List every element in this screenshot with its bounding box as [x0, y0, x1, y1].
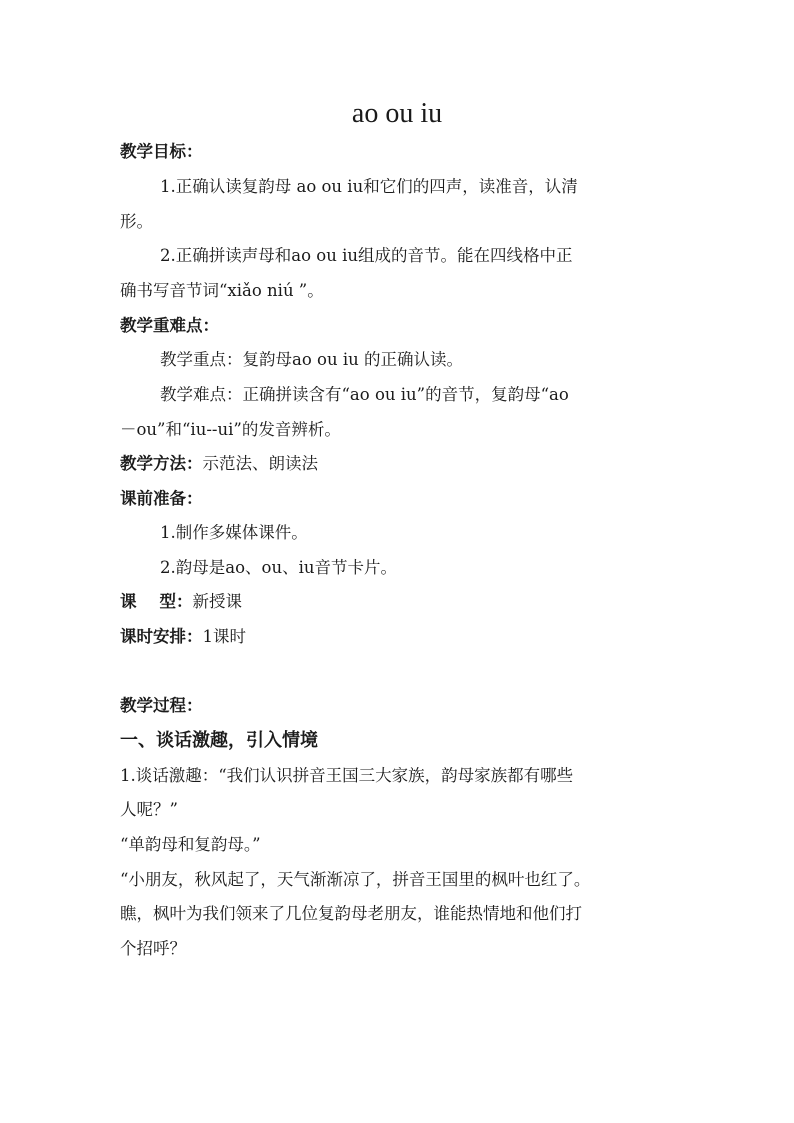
key-points-heading: 教学重难点：: [120, 316, 219, 335]
difficulty-line-2: －ou”和“iu--ui”的发音辨析。: [120, 420, 341, 439]
lesson-type-value: 新授课: [192, 592, 242, 611]
paragraph-1-line-1: 1.谈话激趣：“我们认识拼音王国三大家族，韵母家族都有哪些: [120, 766, 574, 785]
preparation-heading: 课前准备：: [120, 489, 203, 508]
preparation-item-1: 1.制作多媒体课件。: [160, 523, 308, 542]
paragraph-3-line-3: 个招呼？: [120, 939, 186, 958]
paragraph-2: “单韵母和复韵母。”: [120, 835, 261, 854]
key-point-line: 教学重点：复韵母ao ou iu 的正确认读。: [160, 350, 463, 369]
objective-2-line-2: 确书写音节词“xiǎo niú ”。: [120, 281, 324, 300]
methods-value: 示范法、朗读法: [202, 454, 318, 473]
schedule-row: [120, 625, 246, 649]
schedule-value: 1课时: [202, 627, 246, 646]
methods-label: 教学方法：: [120, 454, 203, 473]
schedule-label: 课时安排：: [120, 627, 203, 646]
page-title: ao ou iu: [351, 98, 443, 129]
objective-2-line-1: 2.正确拼读声母和ao ou iu组成的音节。能在四线格中正: [160, 246, 573, 265]
preparation-item-2: 2.韵母是ao、ou、iu音节卡片。: [160, 558, 397, 577]
paragraph-3-line-1: “小朋友，秋风起了，天气渐渐凉了，拼音王国里的枫叶也红了。: [120, 870, 591, 889]
lesson-type-label: 课 型：: [120, 592, 193, 611]
difficulty-line-1: 教学难点：正确拼读含有“ao ou iu”的音节，复韵母“ao: [160, 385, 569, 404]
process-heading: 教学过程：: [120, 696, 203, 715]
lesson-type-row: [120, 590, 242, 614]
objective-1-line-2: 形。: [120, 212, 153, 231]
methods-row: [120, 452, 318, 476]
paragraph-3-line-2: 瞧，枫叶为我们领来了几位复韵母老朋友，谁能热情地和他们打: [120, 904, 582, 923]
objective-1-line-1: 1.正确认读复韵母 ao ou iu和它们的四声，读准音，认清: [160, 177, 578, 196]
section-1-title: 一、谈话激趣，引入情境: [120, 730, 318, 751]
objectives-heading: 教学目标：: [120, 142, 203, 161]
paragraph-1-line-2: 人呢？”: [120, 800, 178, 819]
